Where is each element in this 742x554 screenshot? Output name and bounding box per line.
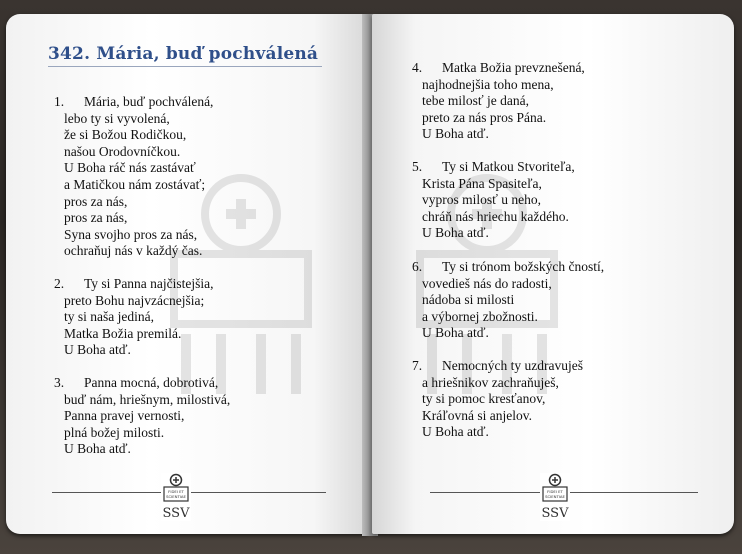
stanza-line: U Boha atď. [422, 225, 489, 241]
stanza-first-line [412, 60, 585, 77]
stanza-number: 4. [412, 60, 423, 75]
left-page [6, 14, 368, 534]
song-title: 342. Mária, buď pochválená [48, 44, 319, 64]
stanza-line: chráň nás hriechu každého. [422, 208, 569, 224]
stanza-line: tebe milosť je daná, [422, 93, 529, 109]
stanza-line: Kráľovná si anjelov. [422, 407, 532, 423]
stanza-line: ty si pomoc kresťanov, [422, 391, 546, 407]
stanza-7 [412, 358, 583, 441]
stanza-4 [412, 60, 585, 143]
stanza-line: Mária, buď pochválená, [84, 94, 214, 109]
stanza-number: 1. [54, 94, 65, 109]
stanza-first-line [54, 375, 230, 392]
stanza-line: ochraňuj nás v každý čas. [64, 243, 203, 259]
stanza-line: buď nám, hriešnym, milostivá, [64, 391, 231, 407]
stanza-line: vovedieš nás do radosti, [422, 275, 552, 291]
stanza-line: našou Orodovníčkou. [64, 143, 181, 159]
open-book [0, 14, 742, 542]
stanza-line: a Matičkou nám zostávať; [64, 176, 206, 192]
stanza-number: 2. [54, 276, 65, 291]
stanza-line: najhodnejšia toho mena, [422, 76, 554, 92]
stanza-line: U Boha ráč nás zastávať [64, 160, 196, 176]
right-page [372, 14, 734, 534]
stanza-line: nádoba si milosti [422, 292, 515, 308]
stanza-first-line [412, 159, 575, 176]
stanza-1 [54, 94, 213, 260]
stanza-2 [54, 276, 214, 359]
stanza-5 [412, 159, 575, 242]
stanza-line: U Boha atď. [422, 424, 489, 440]
svg-text:SCIENTIAE: SCIENTIAE [166, 494, 186, 499]
stanza-first-line [412, 358, 583, 375]
stanza-line: preto Bohu najvzácnejšia; [64, 292, 205, 308]
stanza-line: že si Božou Rodičkou, [64, 127, 187, 143]
stanza-line: pros za nás, [64, 193, 128, 209]
stanza-line: Panna pravej vernosti, [64, 408, 185, 424]
svg-text:SSV: SSV [162, 506, 190, 521]
stanza-number: 6. [412, 259, 423, 274]
stanza-first-line [412, 259, 604, 276]
stanza-line: Ty si Matkou Stvoriteľa, [442, 159, 575, 174]
stanza-line: U Boha atď. [422, 126, 489, 142]
stanza-line: pros za nás, [64, 210, 128, 226]
stanza-3 [54, 375, 230, 458]
stanza-number: 5. [412, 159, 423, 174]
stanza-line: U Boha atď. [64, 342, 131, 358]
stanza-first-line [54, 94, 213, 111]
stanza-line: Krista Pána Spasiteľa, [422, 175, 542, 191]
svg-text:SSV: SSV [541, 506, 569, 521]
stanza-number: 7. [412, 358, 423, 373]
stanza-line: plná božej milosti. [64, 424, 165, 440]
ssv-logo [540, 473, 570, 521]
stanza-line: a výbornej zbožnosti. [422, 308, 538, 324]
stanza-line: ty si naša jediná, [64, 309, 154, 325]
stanza-line: U Boha atď. [422, 325, 489, 341]
stanza-number: 3. [54, 375, 65, 390]
svg-text:FIDEI ET: FIDEI ET [547, 489, 563, 494]
stanza-line: Matka Božia prevznešená, [442, 60, 585, 75]
stanza-line: Nemocných ty uzdravuješ [442, 358, 583, 373]
stanza-first-line [54, 276, 214, 293]
stanza-line: Matka Božia premilá. [64, 325, 182, 341]
stanza-line: Panna mocná, dobrotivá, [84, 375, 219, 390]
stanza-line: preto za nás pros Pána. [422, 109, 547, 125]
svg-text:FIDEI ET: FIDEI ET [168, 489, 184, 494]
stanza-line: a hriešnikov zachraňuješ, [422, 374, 559, 390]
stanza-line: Ty si trónom božských čností, [442, 259, 605, 274]
stanza-line: U Boha atď. [64, 441, 131, 457]
svg-text:SCIENTIAE: SCIENTIAE [545, 494, 565, 499]
stanza-line: vypros milosť u neho, [422, 192, 542, 208]
title-underline [48, 66, 322, 67]
stanza-line: Ty si Panna najčistejšia, [84, 276, 214, 291]
stanza-6 [412, 259, 604, 342]
ssv-logo [161, 473, 191, 521]
stanza-line: lebo ty si vyvolená, [64, 110, 170, 126]
stanza-line: Syna svojho pros za nás, [64, 226, 198, 242]
